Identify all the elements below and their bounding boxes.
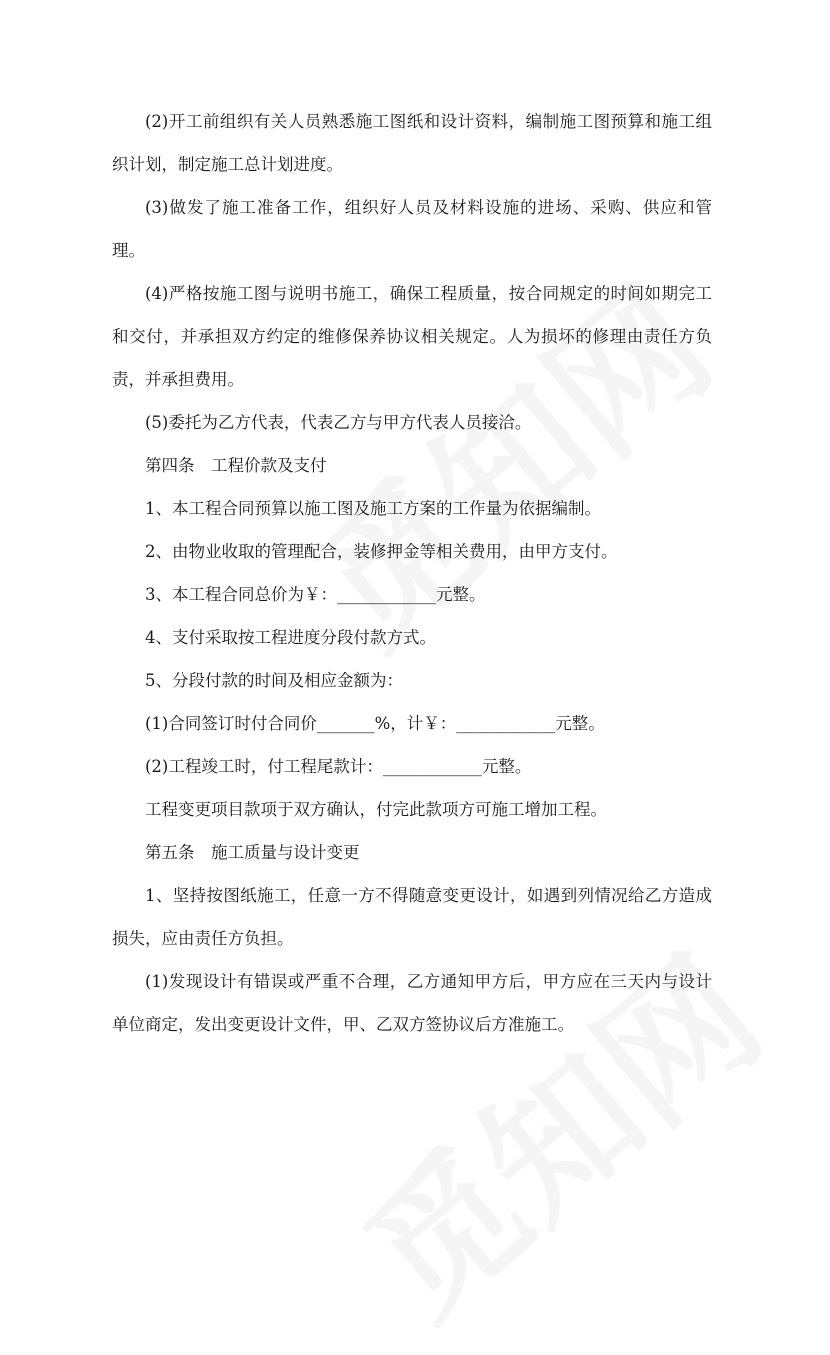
document-page (112, 100, 712, 1046)
paragraph: (1)合同签订时付合同价_______%，计￥：____________元整。 (145, 714, 605, 733)
section-heading: 第四条 工程价款及支付 (145, 456, 327, 475)
paragraph: 2、由物业收取的管理配合，装修押金等相关费用，由甲方支付。 (145, 542, 618, 561)
paragraph: 1、坚持按图纸施工，任意一方不得随意变更设计，如遇到列情况给乙方造成损失，应由责任方负担。 (112, 886, 712, 948)
paragraph: 工程变更项目款项于双方确认，付完此款项方可施工增加工程。 (145, 800, 607, 819)
section-heading: 第五条 施工质量与设计变更 (145, 843, 360, 862)
paragraph: (2)开工前组织有关人员熟悉施工图纸和设计资料，编制施工图预算和施工组织计划，制定施工总计划进度。 (112, 112, 712, 174)
paragraph: 1、本工程合同预算以施工图及施工方案的工作量为依据编制。 (145, 499, 601, 518)
paragraph: 3、本工程合同总价为￥：____________元整。 (145, 585, 486, 604)
paragraph: (5)委托为乙方代表，代表乙方与甲方代表人员接洽。 (145, 413, 532, 432)
paragraph: 4、支付采取按工程进度分段付款方式。 (145, 628, 436, 647)
paragraph: (4)严格按施工图与说明书施工，确保工程质量，按合同规定的时间如期完工和交付，并承担双方约定的维修保养协议相关规定。人为损坏的修理由责任方负责，并承担费用。 (112, 284, 712, 389)
paragraph: (3)做发了施工准备工作，组织好人员及材料设施的进场、采购、供应和管理。 (112, 198, 712, 260)
paragraph: (1)发现设计有错误或严重不合理，乙方通知甲方后，甲方应在三天内与设计单位商定，发出变更设计文件，甲、乙双方签协议后方准施工。 (112, 972, 712, 1034)
paragraph: 5、分段付款的时间及相应金额为： (145, 671, 403, 690)
paragraph: (2)工程竣工时，付工程尾款计：____________元整。 (145, 757, 532, 776)
